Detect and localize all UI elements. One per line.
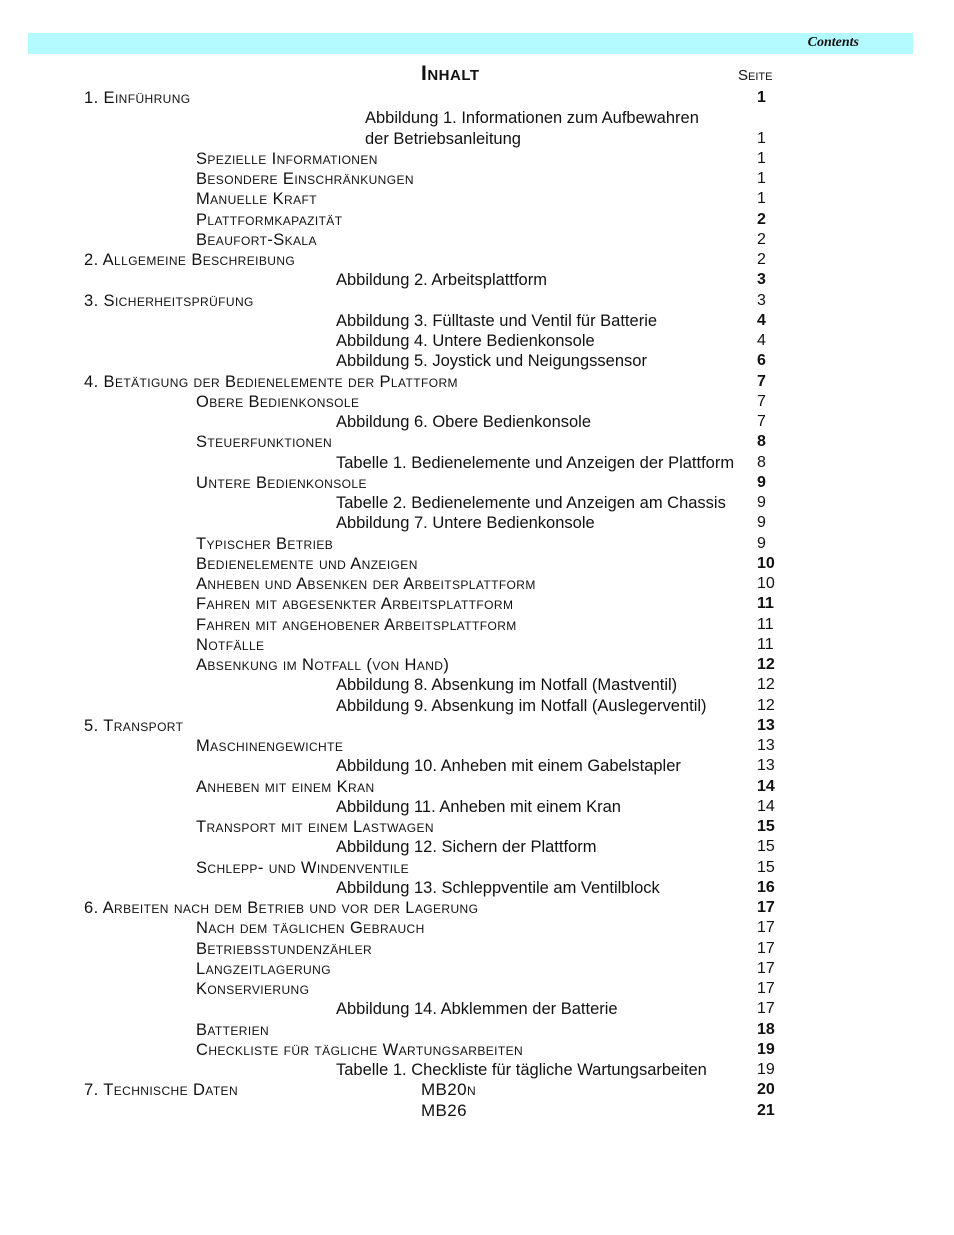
toc-entry-title: Manuelle Kraft bbox=[196, 190, 317, 209]
toc-entry-title: Abbildung 4. Untere Bedienkonsole bbox=[336, 332, 595, 350]
toc-entry[interactable] bbox=[0, 696, 954, 716]
toc-entry-title: Tabelle 2. Bedienelemente und Anzeigen am Chassis bbox=[336, 494, 726, 512]
toc-entry-title: 3. Sicherheitsprüfung bbox=[84, 291, 254, 310]
toc-entry-title: Anheben und Absenken der Arbeitsplattform bbox=[196, 575, 536, 593]
toc-entry[interactable] bbox=[0, 534, 954, 554]
toc-entry-page: 10 bbox=[757, 554, 775, 572]
toc-entry-model: MB26 bbox=[421, 1100, 468, 1120]
toc-entry-title: 2. Allgemeine Beschreibung bbox=[84, 251, 296, 269]
toc-entry-page: 9 bbox=[757, 473, 766, 491]
toc-entry[interactable] bbox=[0, 473, 954, 493]
toc-entry[interactable] bbox=[0, 230, 954, 250]
toc-entry[interactable] bbox=[0, 979, 954, 999]
toc-entry-page: 12 bbox=[757, 676, 775, 694]
toc-entry-title: Betriebsstundenzähler bbox=[196, 939, 373, 958]
toc-entry-page: 6 bbox=[757, 352, 766, 370]
toc-entry[interactable] bbox=[0, 777, 954, 797]
toc-entry-page: 1 bbox=[757, 170, 766, 187]
toc-entry-page: 7 bbox=[757, 413, 766, 430]
toc-entry[interactable] bbox=[0, 655, 954, 675]
toc-entry-title: Obere Bedienkonsole bbox=[196, 392, 360, 411]
toc-entry-page: 8 bbox=[757, 433, 766, 451]
toc-entry[interactable] bbox=[0, 1040, 954, 1060]
toc-entry-page: 12 bbox=[757, 656, 775, 673]
toc-entry[interactable] bbox=[0, 736, 954, 756]
toc-entry-title: 4. Betätigung der Bedienelemente der Plattform bbox=[84, 372, 458, 391]
toc-entry-title: Tabelle 1. Checkliste für tägliche Wartungsarbeiten bbox=[336, 1061, 707, 1079]
toc-entry-title: Fahren mit angehobener Arbeitsplattform bbox=[196, 615, 517, 634]
toc-entry-title: Abbildung 14. Abklemmen der Batterie bbox=[336, 1000, 618, 1019]
toc-entry-title: Abbildung 6. Obere Bedienkonsole bbox=[336, 413, 592, 431]
toc-entry-title: Plattformkapazität bbox=[196, 210, 343, 229]
toc-entry[interactable] bbox=[0, 108, 954, 128]
toc-entry[interactable] bbox=[0, 837, 954, 857]
toc-entry-page: 10 bbox=[757, 575, 775, 592]
toc-entry-title: Schlepp- und Windenventile bbox=[196, 858, 410, 877]
toc-entry[interactable] bbox=[0, 797, 954, 817]
toc-entry[interactable] bbox=[0, 1060, 954, 1080]
toc-entry-page: 16 bbox=[757, 878, 775, 896]
toc-entry-page: 7 bbox=[757, 372, 766, 390]
table-of-contents bbox=[0, 88, 954, 1121]
toc-entry-page: 17 bbox=[757, 919, 775, 937]
toc-entry[interactable] bbox=[0, 1020, 954, 1040]
toc-entry-page: 11 bbox=[757, 635, 774, 653]
toc-entry-title: Abbildung 9. Absenkung im Notfall (Auslegerventil) bbox=[336, 696, 707, 715]
toc-entry[interactable] bbox=[0, 453, 954, 473]
toc-entry-page: 8 bbox=[757, 453, 766, 471]
toc-entry-title: Steuerfunktionen bbox=[196, 433, 333, 452]
toc-entry-page: 1 bbox=[757, 149, 766, 167]
toc-entry-page: 13 bbox=[757, 716, 775, 734]
toc-entry-title: Batterien bbox=[196, 1020, 270, 1039]
toc-entry-page: 20 bbox=[757, 1081, 775, 1099]
toc-entry-title: Absenkung im Notfall (von Hand) bbox=[196, 656, 450, 674]
toc-entry-title: Typischer Betrieb bbox=[196, 534, 334, 553]
toc-entry-title: Abbildung 10. Anheben mit einem Gabelstapler bbox=[336, 757, 681, 776]
toc-entry-title: Langzeitlagerung bbox=[196, 959, 331, 978]
toc-entry[interactable] bbox=[0, 493, 954, 513]
toc-entry-page: 11 bbox=[757, 595, 774, 613]
toc-entry[interactable] bbox=[0, 615, 954, 635]
toc-entry[interactable] bbox=[0, 918, 954, 938]
toc-entry-title: Abbildung 12. Sichern der Plattform bbox=[336, 838, 597, 857]
page-column-label: Seite bbox=[738, 67, 773, 84]
toc-entry-page: 19 bbox=[757, 1040, 775, 1058]
toc-entry[interactable] bbox=[0, 372, 954, 392]
toc-entry-page: 4 bbox=[757, 332, 766, 349]
toc-entry[interactable] bbox=[0, 939, 954, 959]
toc-entry[interactable] bbox=[0, 351, 954, 371]
page-title: Inhalt bbox=[421, 62, 480, 85]
toc-entry[interactable] bbox=[0, 149, 954, 169]
toc-entry[interactable] bbox=[0, 716, 954, 736]
toc-entry[interactable] bbox=[0, 756, 954, 776]
toc-entry-title: Abbildung 5. Joystick und Neigungssensor bbox=[336, 352, 647, 371]
toc-entry-page: 7 bbox=[757, 392, 766, 410]
toc-entry-title: Maschinengewichte bbox=[196, 737, 344, 755]
toc-entry-title: Beaufort-Skala bbox=[196, 230, 317, 249]
toc-entry-page: 17 bbox=[757, 939, 775, 957]
toc-entry[interactable] bbox=[0, 129, 954, 149]
toc-entry[interactable] bbox=[0, 675, 954, 695]
toc-entry-title: Anheben mit einem Kran bbox=[196, 777, 375, 796]
toc-entry-title: 5. Transport bbox=[84, 716, 184, 735]
toc-entry-page: 3 bbox=[757, 291, 766, 309]
toc-entry-title: Tabelle 1. Bedienelemente und Anzeigen der Plattform bbox=[336, 453, 735, 472]
toc-entry-page: 1 bbox=[757, 89, 766, 106]
toc-entry[interactable] bbox=[0, 594, 954, 614]
toc-entry[interactable] bbox=[0, 858, 954, 878]
toc-entry-page: 2 bbox=[757, 251, 766, 268]
toc-entry-title: Nach dem täglichen Gebrauch bbox=[196, 919, 425, 938]
toc-entry[interactable] bbox=[0, 331, 954, 351]
toc-entry-page: 15 bbox=[757, 858, 775, 876]
toc-entry[interactable] bbox=[0, 169, 954, 189]
toc-entry-page: 14 bbox=[757, 777, 775, 795]
toc-entry-title: Besondere Einschränkungen bbox=[196, 170, 414, 188]
toc-entry-page: 9 bbox=[757, 534, 766, 552]
toc-entry[interactable] bbox=[0, 554, 954, 574]
toc-entry-page: 2 bbox=[757, 210, 766, 228]
toc-entry-title: Checkliste für tägliche Wartungsarbeiten bbox=[196, 1040, 524, 1059]
toc-entry-title: Abbildung 7. Untere Bedienkonsole bbox=[336, 514, 595, 533]
toc-entry-page: 9 bbox=[757, 494, 766, 511]
toc-entry-title: Abbildung 3. Fülltaste und Ventil für Batterie bbox=[336, 311, 658, 330]
toc-entry-page: 15 bbox=[757, 818, 775, 835]
toc-entry-title: Abbildung 13. Schleppventile am Ventilblock bbox=[336, 878, 660, 897]
toc-entry[interactable] bbox=[0, 878, 954, 898]
header-label: Contents bbox=[807, 35, 859, 50]
toc-entry-page: 18 bbox=[757, 1020, 775, 1038]
toc-entry[interactable] bbox=[0, 574, 954, 594]
toc-entry[interactable] bbox=[0, 392, 954, 412]
toc-entry[interactable] bbox=[0, 817, 954, 837]
toc-entry-page: 2 bbox=[757, 230, 766, 248]
toc-entry-title: der Betriebsanleitung bbox=[365, 129, 521, 148]
toc-entry-title: Abbildung 2. Arbeitsplattform bbox=[336, 271, 547, 290]
toc-entry-page: 14 bbox=[757, 797, 775, 815]
toc-entry-title: 7. Technische Daten bbox=[84, 1081, 239, 1100]
toc-entry[interactable] bbox=[0, 311, 954, 331]
toc-entry-model: MB20n bbox=[421, 1080, 477, 1100]
toc-entry[interactable] bbox=[0, 635, 954, 655]
toc-entry[interactable] bbox=[0, 189, 954, 209]
toc-entry-title: Abbildung 11. Anheben mit einem Kran bbox=[336, 797, 621, 816]
toc-entry-page: 19 bbox=[757, 1061, 775, 1078]
toc-entry-page: 17 bbox=[757, 1000, 775, 1018]
toc-entry[interactable] bbox=[0, 210, 954, 230]
toc-entry-page: 17 bbox=[757, 980, 775, 997]
toc-entry[interactable] bbox=[0, 250, 954, 270]
toc-entry-title: Untere Bedienkonsole bbox=[196, 473, 367, 492]
toc-entry-title: 6. Arbeiten nach dem Betrieb und vor der Lagerung bbox=[84, 899, 479, 917]
toc-entry[interactable] bbox=[0, 88, 954, 108]
toc-entry-page: 17 bbox=[757, 899, 775, 916]
toc-entry-title: Notfälle bbox=[196, 635, 265, 654]
toc-entry-page: 1 bbox=[757, 129, 766, 147]
toc-entry[interactable] bbox=[0, 291, 954, 311]
toc-entry[interactable] bbox=[0, 270, 954, 290]
toc-entry[interactable] bbox=[0, 412, 954, 432]
toc-entry-title: Transport mit einem Lastwagen bbox=[196, 818, 434, 836]
toc-entry-page: 13 bbox=[757, 737, 775, 754]
toc-entry[interactable] bbox=[0, 999, 954, 1019]
toc-entry-page: 9 bbox=[757, 514, 766, 532]
toc-entry[interactable] bbox=[0, 1080, 954, 1100]
toc-entry-title: Fahren mit abgesenkter Arbeitsplattform bbox=[196, 595, 514, 614]
toc-entry-page: 21 bbox=[757, 1101, 775, 1119]
toc-entry-title: Spezielle Informationen bbox=[196, 149, 378, 168]
toc-entry-title: Abbildung 1. Informationen zum Aufbewahren bbox=[365, 109, 699, 128]
toc-entry[interactable] bbox=[0, 513, 954, 533]
toc-entry[interactable] bbox=[0, 898, 954, 918]
toc-entry-page: 15 bbox=[757, 838, 775, 856]
toc-entry-page: 3 bbox=[757, 271, 766, 289]
toc-entry[interactable] bbox=[0, 959, 954, 979]
toc-entry[interactable] bbox=[0, 1101, 954, 1121]
toc-entry-page: 12 bbox=[757, 696, 775, 714]
toc-entry-page: 4 bbox=[757, 311, 766, 329]
header-bar bbox=[28, 33, 913, 54]
toc-entry-page: 17 bbox=[757, 959, 775, 977]
toc-entry-title: Konservierung bbox=[196, 980, 310, 998]
toc-entry-page: 11 bbox=[757, 615, 774, 633]
toc-entry[interactable] bbox=[0, 432, 954, 452]
toc-entry-title: Bedienelemente und Anzeigen bbox=[196, 554, 418, 573]
toc-entry-page: 1 bbox=[757, 190, 766, 208]
toc-entry-title: Abbildung 8. Absenkung im Notfall (Mastventil) bbox=[336, 676, 678, 695]
toc-entry-page: 13 bbox=[757, 757, 775, 775]
toc-entry-title: 1. Einführung bbox=[84, 89, 191, 107]
